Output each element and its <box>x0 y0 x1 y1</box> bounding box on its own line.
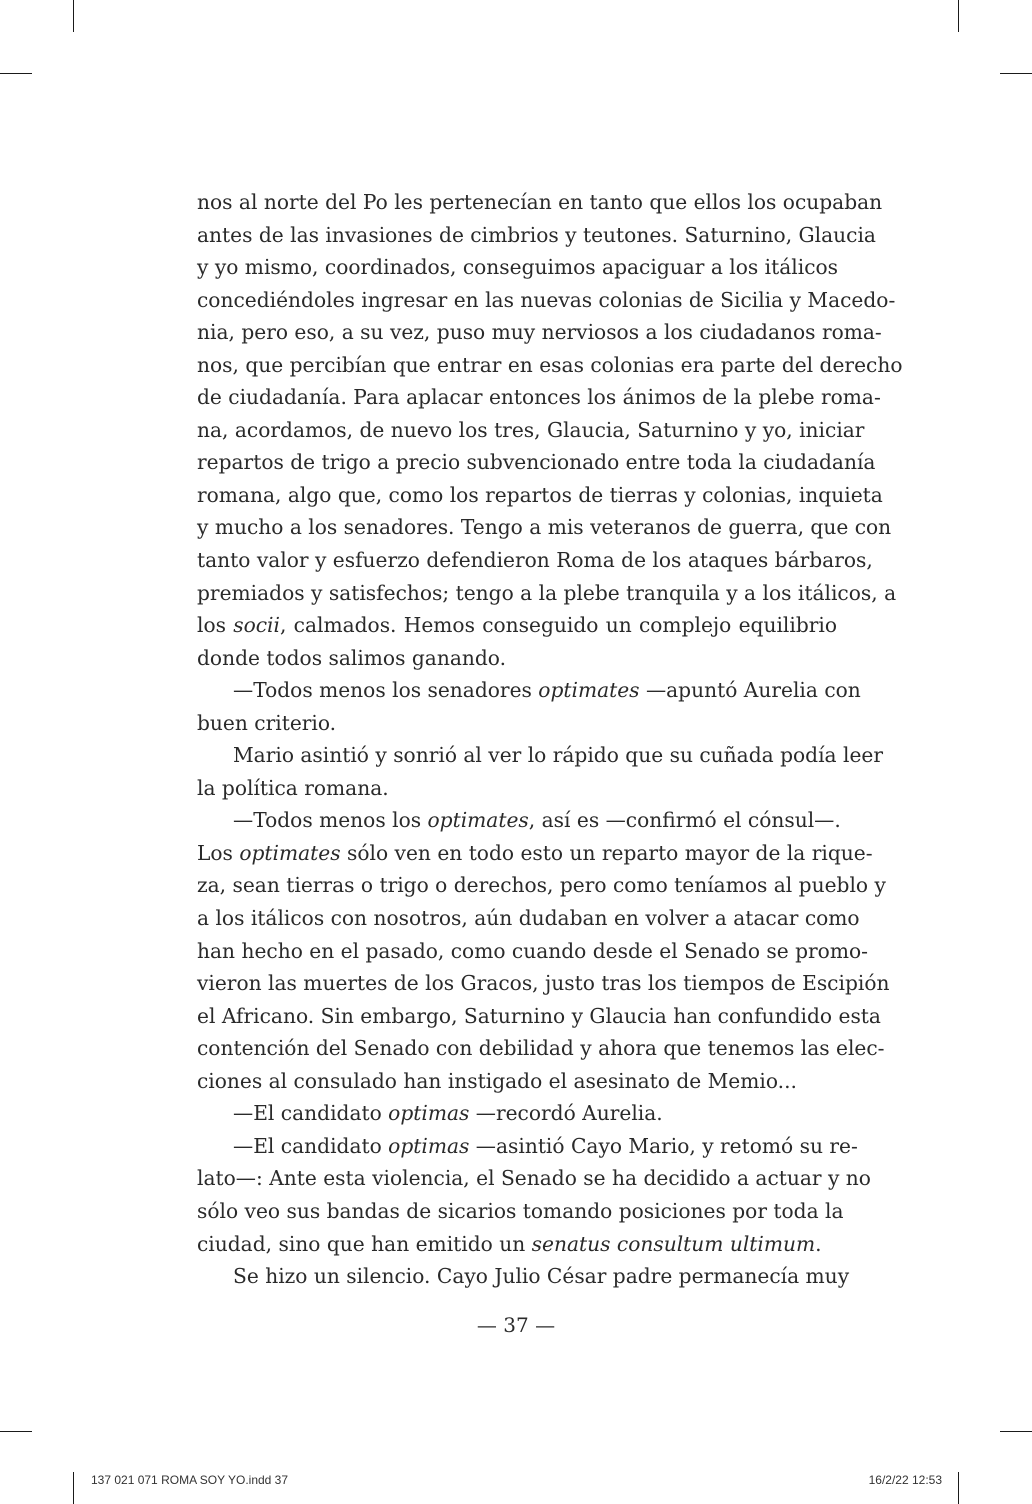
text-line: contención del Senado con debilidad y ahora que tenemos las elec- <box>197 1036 885 1061</box>
text-line: concediéndoles ingresar en las nuevas colonias de Sicilia y Macedo- <box>197 287 896 312</box>
text-line: lato—: Ante esta violencia, el Senado se ha decidido a actuar y no <box>197 1166 871 1191</box>
body-text <box>197 186 903 1293</box>
text-line: donde todos salimos ganando. <box>197 645 507 670</box>
slug-filename: 137 021 071 ROMA SOY YO.indd 37 <box>91 1473 289 1487</box>
text-line: y yo mismo, coordinados, conseguimos apaciguar a los itálicos <box>197 255 839 280</box>
text-line: nos al norte del Po les pertenecían en tanto que ellos los ocupaban <box>197 190 883 214</box>
text-line: han hecho en el pasado, como cuando desde el Senado se promo- <box>197 938 868 963</box>
text-line: nia, pero eso, a su vez, puso muy nerviosos a los ciudadanos roma- <box>197 320 882 345</box>
text-line: ciudad, sino que han emitido un senatus consultum ultimum. <box>197 1231 822 1256</box>
crop-mark-bottom-left-vertical <box>73 1472 74 1504</box>
text-line: los socii, calmados. Hemos conseguido un complejo equilibrio <box>197 613 837 638</box>
text-line: el Africano. Sin embargo, Saturnino y Glaucia han confundido esta <box>197 1003 881 1028</box>
text-line: vieron las muertes de los Gracos, justo tras los tiempos de Escipión <box>197 971 890 996</box>
text-line: buen criterio. <box>197 710 337 735</box>
text-line: Los optimates sólo ven en todo esto un reparto mayor de la rique- <box>197 840 873 865</box>
text-line: ciones al consulado han instigado el asesinato de Memio... <box>197 1068 797 1093</box>
slug-datetime: 16/2/22 12:53 <box>868 1473 942 1487</box>
text-line: na, acordamos, de nuevo los tres, Glaucia, Saturnino y yo, iniciar <box>197 417 865 442</box>
page-number: — 37 — <box>476 1313 556 1337</box>
text-line: —Todos menos los senadores optimates —apuntó Aurelia con <box>233 678 861 703</box>
text-line: —El candidato optimas —asintió Cayo Mario, y retomó su re- <box>233 1133 858 1158</box>
crop-mark-bottom-right-vertical <box>958 1472 959 1504</box>
text-line: nos, que percibían que entrar en esas colonias era parte del derecho <box>197 352 903 377</box>
text-line: —El candidato optimas —recordó Aurelia. <box>233 1101 663 1126</box>
text-line: la política romana. <box>197 775 389 800</box>
text-line: Se hizo un silencio. Cayo Julio César padre permanecía muy <box>233 1264 850 1289</box>
text-line: tanto valor y esfuerzo defendieron Roma de los ataques bárbaros, <box>197 548 873 573</box>
text-line: premiados y satisfechos; tengo a la plebe tranquila y a los itálicos, a <box>197 580 897 605</box>
crop-mark-bottom-left-horizontal <box>0 1431 32 1432</box>
crop-mark-bottom-right-horizontal <box>1000 1431 1032 1432</box>
text-line: —Todos menos los optimates, así es —confirmó el cónsul—. <box>233 808 841 833</box>
crop-mark-top-left-horizontal <box>0 73 32 74</box>
text-line: antes de las invasiones de cimbrios y teutones. Saturnino, Glaucia <box>197 222 876 247</box>
text-line: sólo veo sus bandas de sicarios tomando posiciones por toda la <box>197 1198 844 1223</box>
text-line: y mucho a los senadores. Tengo a mis veteranos de guerra, que con <box>197 515 892 540</box>
crop-mark-top-left-vertical <box>73 0 74 32</box>
text-line: a los itálicos con nosotros, aún dudaban en volver a atacar como <box>197 906 860 931</box>
text-line: Mario asintió y sonrió al ver lo rápido que su cuñada podía leer <box>233 743 884 768</box>
text-line: za, sean tierras o trigo o derechos, pero como teníamos al pueblo y <box>197 873 886 898</box>
crop-mark-top-right-horizontal <box>1000 73 1032 74</box>
crop-mark-top-right-vertical <box>958 0 959 32</box>
text-line: repartos de trigo a precio subvencionado entre toda la ciudadanía <box>197 450 876 475</box>
text-line: de ciudadanía. Para aplacar entonces los ánimos de la plebe roma- <box>197 385 881 410</box>
text-line: romana, algo que, como los repartos de tierras y colonias, inquieta <box>197 482 883 507</box>
